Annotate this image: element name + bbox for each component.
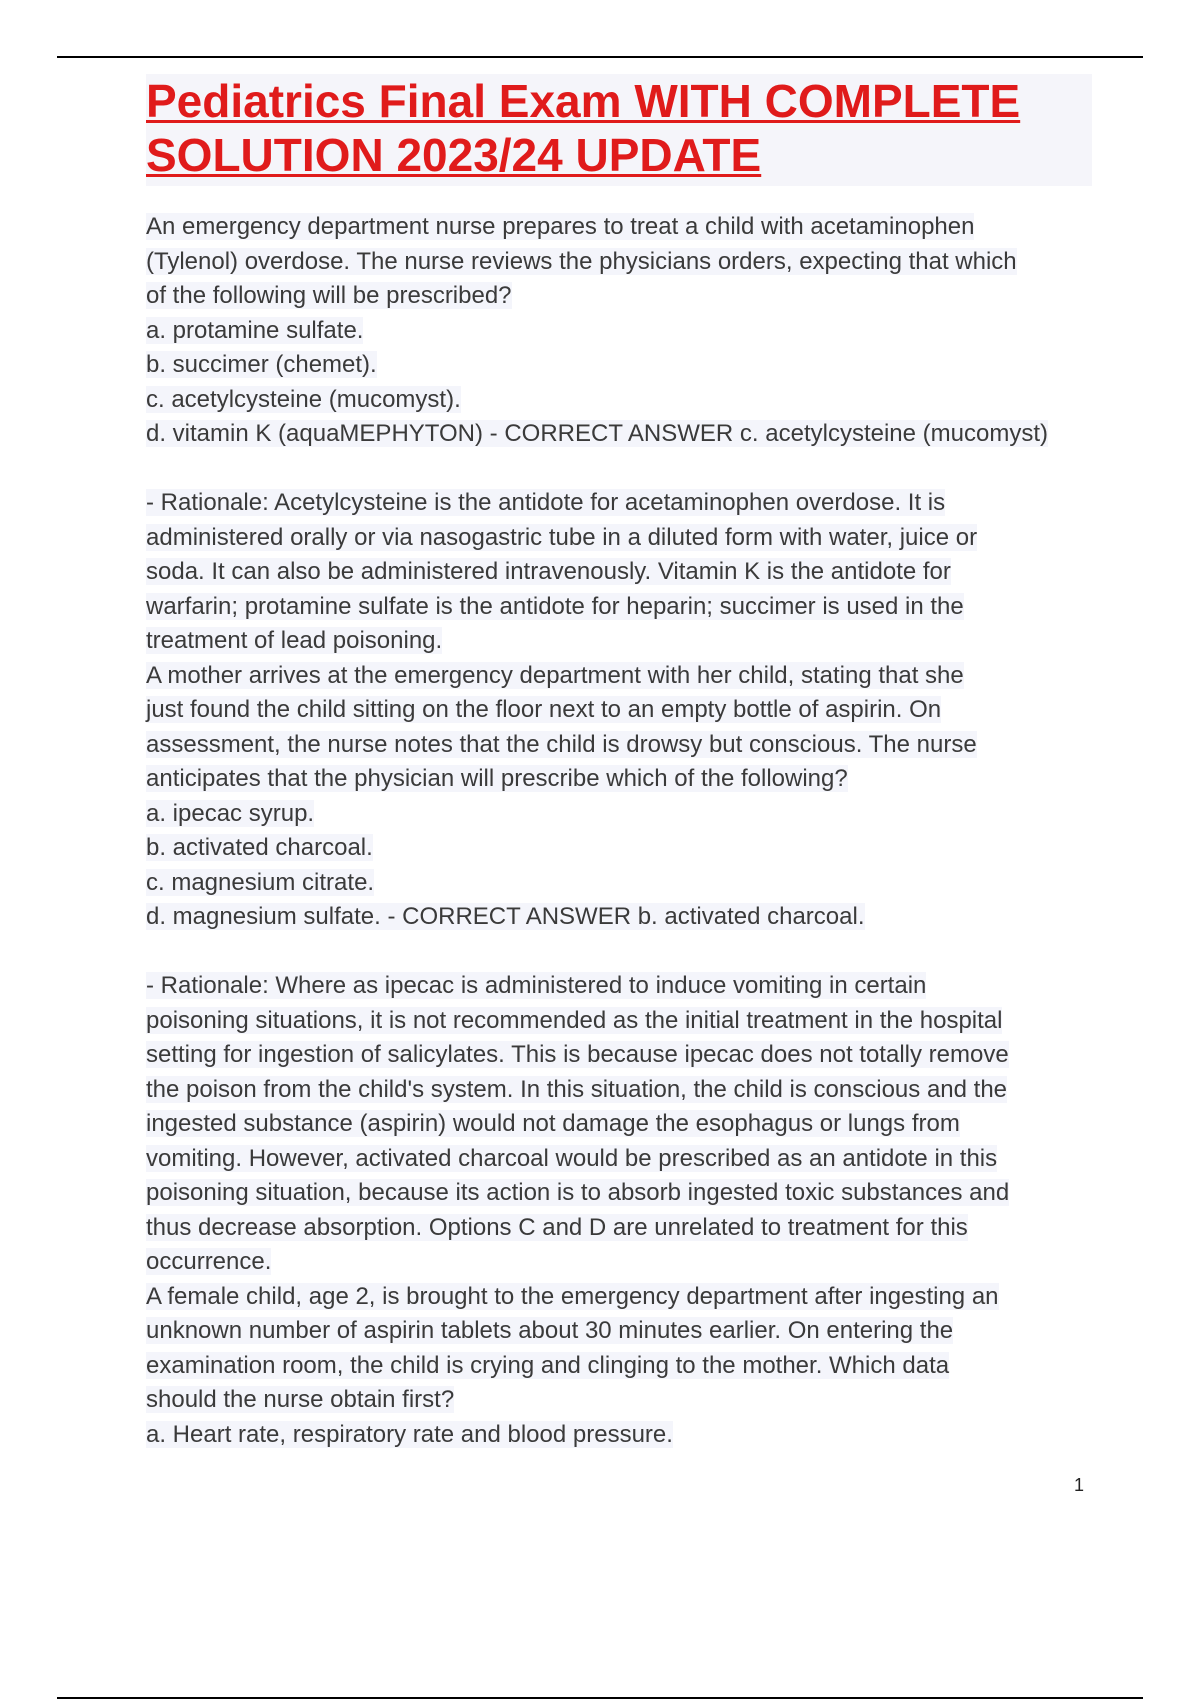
title-line: Pediatrics Final Exam WITH COMPLETE xyxy=(146,75,1021,127)
footer-rule xyxy=(57,1697,1143,1699)
header-rule xyxy=(57,56,1143,58)
text-line xyxy=(146,693,1092,728)
page-number: 1 xyxy=(1074,1475,1085,1495)
text-line xyxy=(146,486,1092,521)
text-line-content: anticipates that the physician will prescribe which of the following? xyxy=(146,765,848,792)
text-line xyxy=(146,1004,1092,1039)
text-line-content: a. Heart rate, respiratory rate and blood pressure. xyxy=(146,1420,673,1448)
text-line xyxy=(146,1142,1092,1177)
text-line-content: the poison from the child's system. In this situation, the child is conscious and the xyxy=(146,1075,1008,1103)
text-line-content: of the following will be prescribed? xyxy=(146,282,512,309)
text-line-content: unknown number of aspirin tablets about 30 minutes earlier. On entering the xyxy=(146,1317,954,1344)
text-line-content: ingested substance (aspirin) would not damage the esophagus or lungs from xyxy=(146,1110,960,1137)
text-line-content: a. protamine sulfate. xyxy=(146,316,364,344)
text-line-content: d. vitamin K (aquaMEPHYTON) - CORRECT ANSWER c. acetylcysteine (mucomyst) xyxy=(146,420,1048,447)
text-line-content: just found the child sitting on the floor next to an empty bottle of aspirin. On xyxy=(146,696,942,723)
text-line xyxy=(146,1176,1092,1211)
text-line-content: A mother arrives at the emergency department with her child, stating that she xyxy=(146,661,964,689)
text-line xyxy=(146,1211,1092,1246)
text-line-content: setting for ingestion of salicylates. This is because ipecac does not totally remove xyxy=(146,1041,1009,1068)
title-line: SOLUTION 2023/24 UPDATE xyxy=(146,129,762,181)
text-line xyxy=(146,762,1092,797)
page-content xyxy=(146,74,1092,1452)
text-line xyxy=(146,210,1092,245)
text-line-content: poisoning situation, because its action is to absorb ingested toxic substances and xyxy=(146,1179,1010,1206)
text-line-content: occurrence. xyxy=(146,1248,272,1275)
text-line-content: A female child, age 2, is brought to the emergency department after ingesting an xyxy=(146,1282,999,1310)
text-line-content: b. activated charcoal. xyxy=(146,834,373,861)
text-line xyxy=(146,555,1092,590)
text-line-content: assessment, the nurse notes that the child is drowsy but conscious. The nurse xyxy=(146,730,977,758)
text-line xyxy=(146,1383,1092,1418)
text-line xyxy=(146,1245,1092,1280)
text-line xyxy=(146,521,1092,556)
text-line-content: poisoning situations, it is not recommended as the initial treatment in the hospital xyxy=(146,1006,1003,1034)
text-line xyxy=(146,728,1092,763)
text-line-content: b. succimer (chemet). xyxy=(146,351,377,378)
text-line xyxy=(146,1418,1092,1453)
text-line-content: c. magnesium citrate. xyxy=(146,868,375,896)
text-line-content: a. ipecac syrup. xyxy=(146,799,315,827)
text-line xyxy=(146,659,1092,694)
text-line-content: soda. It can also be administered intravenously. Vitamin K is the antidote for xyxy=(146,558,951,585)
text-line xyxy=(146,348,1092,383)
text-line xyxy=(146,279,1092,314)
text-line-content: warfarin; protamine sulfate is the antidote for heparin; succimer is used in the xyxy=(146,592,964,620)
text-line xyxy=(146,1107,1092,1142)
text-line-content: - Rationale: Where as ipecac is administered to induce vomiting in certain xyxy=(146,972,927,999)
text-line xyxy=(146,417,1092,452)
text-line xyxy=(146,866,1092,901)
text-line-content: vomiting. However, activated charcoal would be prescribed as an antidote in this xyxy=(146,1144,998,1172)
text-line xyxy=(146,1349,1092,1384)
paragraph-gap xyxy=(146,452,1092,487)
text-line xyxy=(146,590,1092,625)
text-line xyxy=(146,831,1092,866)
text-line xyxy=(146,1314,1092,1349)
document-body xyxy=(146,210,1092,1452)
text-line xyxy=(146,314,1092,349)
text-line-content: examination room, the child is crying and clinging to the mother. Which data xyxy=(146,1351,950,1379)
text-line xyxy=(146,1073,1092,1108)
text-line xyxy=(146,797,1092,832)
text-line xyxy=(146,1280,1092,1315)
text-line xyxy=(146,383,1092,418)
text-line xyxy=(146,900,1092,935)
text-line xyxy=(146,1038,1092,1073)
text-line xyxy=(146,245,1092,280)
text-line-content: - Rationale: Acetylcysteine is the antidote for acetaminophen overdose. It is xyxy=(146,489,946,516)
text-line xyxy=(146,969,1092,1004)
text-line-content: d. magnesium sulfate. - CORRECT ANSWER b. activated charcoal. xyxy=(146,903,865,930)
paragraph-gap xyxy=(146,935,1092,970)
document-title xyxy=(146,74,1092,186)
text-line-content: (Tylenol) overdose. The nurse reviews the physicians orders, expecting that which xyxy=(146,247,1017,275)
text-line xyxy=(146,624,1092,659)
text-line-content: treatment of lead poisoning. xyxy=(146,627,443,654)
text-line-content: thus decrease absorption. Options C and D are unrelated to treatment for this xyxy=(146,1213,968,1241)
text-line-content: An emergency department nurse prepares to treat a child with acetaminophen xyxy=(146,213,975,240)
text-line-content: should the nurse obtain first? xyxy=(146,1386,455,1413)
text-line-content: administered orally or via nasogastric tube in a diluted form with water, juice or xyxy=(146,523,978,551)
text-line-content: c. acetylcysteine (mucomyst). xyxy=(146,385,461,413)
